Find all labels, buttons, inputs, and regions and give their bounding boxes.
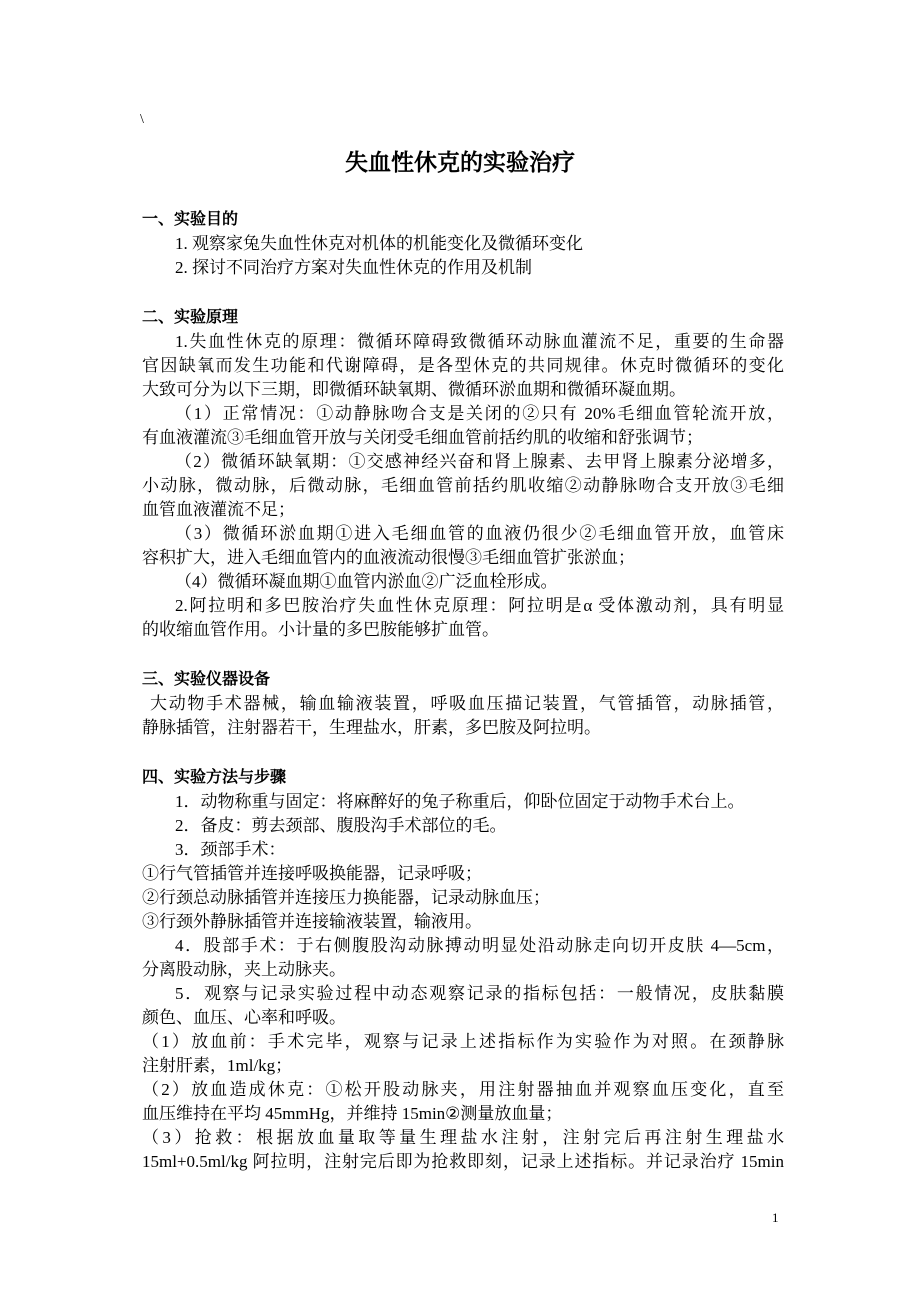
stray-backslash: \ [140, 112, 144, 127]
paragraph-line: 4．股部手术：于右侧腹股沟动脉搏动明显处沿动脉走向切开皮肤 4—5cm， [175, 936, 784, 955]
paragraph-line: 1.失血性休克的原理：微循环障碍致微循环动脉血灌流不足，重要的生命器 [175, 332, 784, 351]
paragraph-line: （4）微循环凝血期①血管内淤血②广泛血栓形成。 [175, 572, 558, 591]
page-number: 1 [772, 1210, 779, 1225]
paragraph-line: 5．观察与记录实验过程中动态观察记录的指标包括：一般情况，皮肤黏膜 [175, 984, 784, 1003]
paragraph-line: 的收缩血管作用。小计量的多巴胺能够扩血管。 [142, 620, 499, 639]
paragraph-line: 注射肝素，1ml/kg； [142, 1056, 293, 1075]
paragraph-line: ①行气管插管并连接呼吸换能器，记录呼吸； [142, 864, 482, 883]
paragraph-line: （3）抢救：根据放血量取等量生理盐水注射，注射完后再注射生理盐水 [142, 1128, 784, 1147]
paragraph-line: （1）正常情况：①动静脉吻合支是关闭的②只有 20%毛细血管轮流开放， [175, 404, 784, 423]
paragraph-line: 2．备皮：剪去颈部、腹股沟手术部位的毛。 [175, 816, 507, 835]
section-heading: 三、实验仪器设备 [142, 671, 271, 688]
paragraph-line: （2）放血造成休克：①松开股动脉夹，用注射器抽血并观察血压变化，直至 [142, 1080, 784, 1099]
paragraph-line: 1．动物称重与固定：将麻醉好的兔子称重后，仰卧位固定于动物手术台上。 [175, 792, 745, 811]
section-heading: 四、实验方法与步骤 [142, 769, 287, 786]
paragraph-line: 15ml+0.5ml/kg 阿拉明，注射完后即为抢救即刻，记录上述指标。并记录治疗 15min [142, 1152, 784, 1171]
paragraph-line: 2.阿拉明和多巴胺治疗失血性休克原理：阿拉明是α 受体激动剂，具有明显 [175, 596, 784, 615]
document-title: 失血性休克的实验治疗 [345, 149, 575, 175]
paragraph-line: 颜色、血压、心率和呼吸。 [142, 1008, 346, 1027]
paragraph-line: 容积扩大，进入毛细血管内的血液流动很慢③毛细血管扩张淤血； [142, 548, 635, 567]
paragraph-line: 静脉插管，注射器若干，生理盐水，肝素，多巴胺及阿拉明。 [142, 718, 601, 737]
paragraph-line: 大致可分为以下三期，即微循环缺氧期、微循环淤血期和微循环凝血期。 [142, 380, 686, 399]
paragraph-line: 2. 探讨不同治疗方案对失血性休克的作用及机制 [175, 258, 532, 277]
paragraph-line: 官因缺氧而发生功能和代谢障碍，是各型休克的共同规律。休克时微循环的变化 [142, 356, 784, 375]
paragraph-line: 大动物手术器械，输血输液装置，呼吸血压描记装置，气管插管，动脉插管， [150, 694, 784, 713]
paragraph-line: （2）微循环缺氧期：①交感神经兴奋和肾上腺素、去甲肾上腺素分泌增多， [175, 452, 784, 471]
paragraph-line: 有血液灌流③毛细血管开放与关闭受毛细血管前括约肌的收缩和舒张调节； [142, 428, 703, 447]
paragraph-line: 血管血液灌流不足； [142, 500, 295, 519]
paragraph-line: 1. 观察家兔失血性休克对机体的机能变化及微循环变化 [175, 234, 583, 253]
paragraph-line: 血压维持在平均 45mmHg，并维持 15min②测量放血量； [142, 1104, 563, 1123]
paragraph-line: ②行颈总动脉插管并连接压力换能器，记录动脉血压； [142, 888, 550, 907]
paragraph-line: （3）微循环淤血期①进入毛细血管的血液仍很少②毛细血管开放，血管床 [175, 524, 784, 543]
paragraph-line: （1）放血前：手术完毕，观察与记录上述指标作为实验作为对照。在颈静脉 [142, 1032, 784, 1051]
section-heading: 二、实验原理 [142, 309, 239, 326]
paragraph-line: 分离股动脉，夹上动脉夹。 [142, 960, 346, 979]
section-heading: 一、实验目的 [142, 211, 239, 228]
paragraph-line: ③行颈外静脉插管并连接输液装置，输液用。 [142, 912, 482, 931]
paragraph-line: 小动脉，微动脉，后微动脉，毛细血管前括约肌收缩②动静脉吻合支开放③毛细 [142, 476, 784, 495]
paragraph-line: 3．颈部手术： [175, 840, 286, 859]
